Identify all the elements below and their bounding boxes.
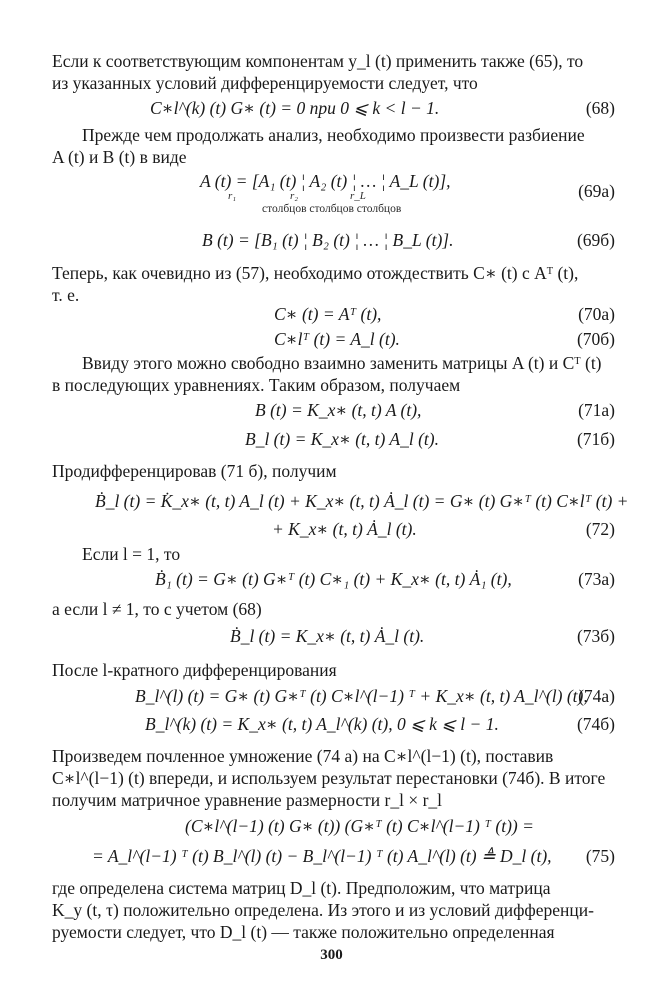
equation-75-continued: = A_l^(l−1) ᵀ (t) B_l^(l) (t) − B_l^(l−1) ᵀ (t) A_l^(l) (t) ≜ D_l (t), (92, 846, 552, 866)
equation-subscript: r_L (350, 190, 366, 202)
text-line: получим матричное уравнение размерности r_l × r_l (52, 790, 443, 810)
equation-73a: Ḃ₁ (t) = G∗ (t) G∗ᵀ (t) C∗₁ (t) + K_x∗ (t, t) Ȧ₁ (t), (155, 569, 512, 589)
equation-71b: B_l (t) = K_x∗ (t, t) A_l (t). (245, 429, 439, 449)
page-number: 300 (320, 947, 343, 963)
equation-subscript: r₂ (290, 190, 299, 202)
equation-71a: B (t) = K_x∗ (t, t) A (t), (255, 400, 422, 420)
text-line: После l-кратного дифференцирования (52, 660, 337, 680)
equation-number: (72) (585, 519, 615, 539)
equation-68: C∗l^(k) (t) G∗ (t) = 0 при 0 ⩽ k < l − 1. (150, 98, 440, 118)
equation-69a: A (t) = [A₁ (t) ¦ A₂ (t) ¦ … ¦ A_L (t)], (200, 171, 451, 191)
equation-number: (73а) (578, 569, 615, 589)
equation-69b: B (t) = [B₁ (t) ¦ B₂ (t) ¦ … ¦ B_L (t)]. (202, 230, 454, 250)
equation-73b: Ḃ_l (t) = K_x∗ (t, t) Ȧ_l (t). (230, 626, 425, 646)
equation-number: (68) (585, 98, 615, 118)
equation-70b: C∗lᵀ (t) = A_l (t). (274, 329, 400, 349)
equation-number: (74а) (578, 686, 615, 706)
text-line: а если l ≠ 1, то с учетом (68) (52, 599, 262, 619)
equation-74a: B_l^(l) (t) = G∗ (t) G∗ᵀ (t) C∗l^(l−1) ᵀ + K_x∗ (t, t) A_l^(l) (t), (135, 686, 588, 706)
equation-number: (71а) (578, 400, 615, 420)
text-line: A (t) и B (t) в виде (52, 147, 187, 167)
text-line: т. е. (52, 285, 80, 305)
text-line: Прежде чем продолжать анализ, необходимо произвести разбиение (82, 125, 585, 145)
equation-70a: C∗ (t) = Aᵀ (t), (274, 304, 382, 324)
text-line: K_y (t, τ) положительно определена. Из этого и из условий дифференци- (52, 900, 594, 920)
text-line: Произведем почленное умножение (74 а) на C∗l^(l−1) (t), поставив (52, 746, 554, 766)
equation-75: (C∗l^(l−1) (t) G∗ (t)) (G∗ᵀ (t) C∗l^(l−1) ᵀ (t)) = (185, 816, 534, 836)
equation-subscript: r₁ (228, 190, 237, 202)
text-line: где определена система матриц D_l (t). Предположим, что матрица (52, 878, 551, 898)
equation-number: (73б) (576, 626, 615, 646)
equation-number: (74б) (576, 714, 615, 734)
text-line: Если l = 1, то (82, 544, 181, 564)
equation-72-continued: + K_x∗ (t, t) Ȧ_l (t). (272, 519, 417, 539)
equation-number: (70а) (578, 304, 615, 324)
equation-number: (69б) (576, 230, 615, 250)
text-line: Продифференцировав (71 б), получим (52, 461, 337, 481)
equation-74b: B_l^(k) (t) = K_x∗ (t, t) A_l^(k) (t), 0 ⩽ k ⩽ l − 1. (145, 714, 499, 734)
text-line: Если к соответствующим компонентам y_l (t) применить также (65), то (52, 51, 584, 71)
equation-column-labels: столбцов столбцов столбцов (262, 203, 402, 215)
equation-number: (75) (585, 846, 615, 866)
text-line: Теперь, как очевидно из (57), необходимо отождествить C∗ (t) с Aᵀ (t), (52, 263, 579, 283)
equation-number: (70б) (576, 329, 615, 349)
text-line: C∗l^(l−1) (t) впереди, и используем результат перестановки (74б). В итоге (52, 768, 606, 788)
text-line: из указанных условий дифференцируемости следует, что (52, 73, 478, 93)
equation-number: (71б) (576, 429, 615, 449)
text-line: Ввиду этого можно свободно взаимно заменить матрицы A (t) и Cᵀ (t) (82, 353, 602, 373)
equation-number: (69а) (578, 181, 615, 201)
equation-72: Ḃ_l (t) = K̇_x∗ (t, t) A_l (t) + K_x∗ (t, t) Ȧ_l (t) = G∗ (t) G∗ᵀ (t) C∗lᵀ (t) + (95, 491, 629, 511)
text-line: руемости следует, что D_l (t) — также положительно определенная (52, 922, 555, 942)
text-line: в последующих уравнениях. Таким образом, получаем (52, 375, 461, 395)
